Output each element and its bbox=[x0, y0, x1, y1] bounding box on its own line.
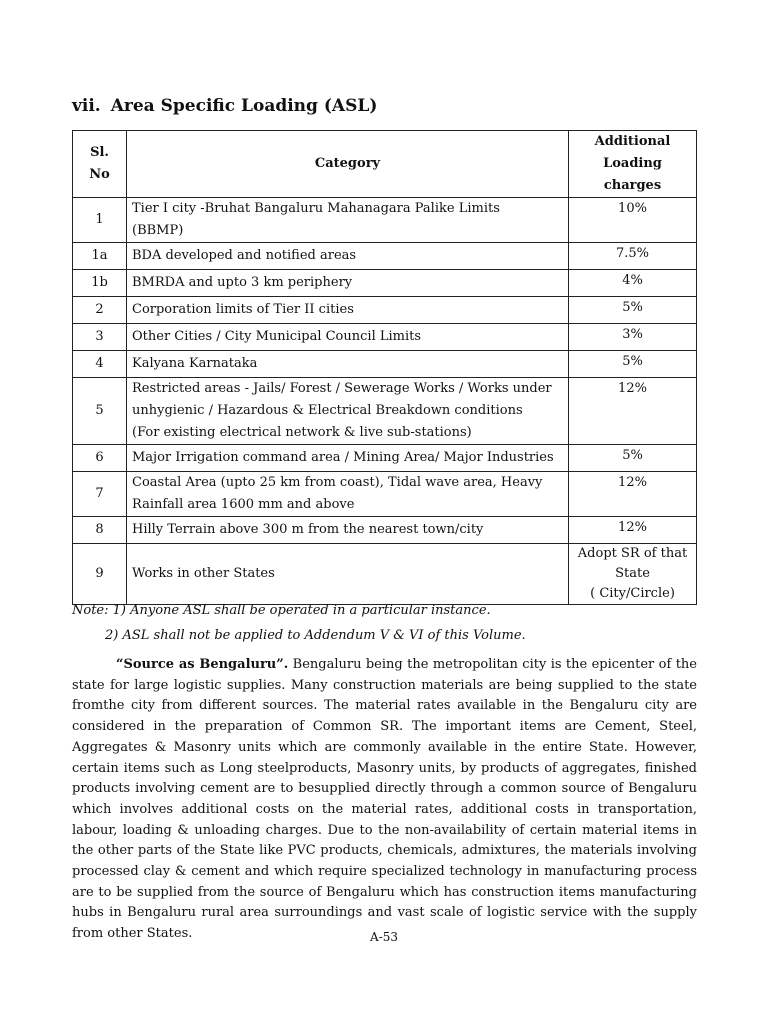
table-row bbox=[73, 544, 697, 605]
table-row bbox=[73, 198, 697, 243]
charge-line: ( City/Circle) bbox=[590, 586, 675, 601]
cell-category bbox=[127, 351, 569, 378]
category-line: Coastal Area (upto 25 km from coast), Tidal wave area, Heavy bbox=[132, 475, 543, 490]
cell-sl-no: 8 bbox=[73, 517, 127, 544]
category-line: Hilly Terrain above 300 m from the nearest town/city bbox=[132, 522, 484, 537]
cell-category bbox=[127, 270, 569, 297]
paragraph-body: Bengaluru being the metropolitan city is the epicenter of the state for large logistic supplies. Many construction materials are being supplied to the state fromthe city from different sources. The material rates available in the Bengaluru city are considered in the preparation of Common SR. The important items are Cement, Steel, Aggregates & Masonry units which are commonly available in the entire State. However, certain items such as Long steelproducts, Masonry units, by products of aggregates, finished products involving cement are to besupplied directly through a common source of Bengaluru which involves additional costs on the material rates, additional costs in transportation, labour, loading & unloading charges. Due to the non-availability of certain material items in the other parts of the State like PVC products, chemicals, admixtures, the materials involving processed clay & cement and which require specialized technology in manufacturing process are to be supplied from the source of Bengaluru which has construction items manufacturing hubs in Bengaluru rural area surroundings and vast scale of logistic service with the supply from other States. bbox=[72, 657, 697, 942]
note-line-1: Note: 1) Anyone ASL shall be operated in a particular instance. bbox=[72, 603, 491, 618]
table-row bbox=[73, 324, 697, 351]
table-row bbox=[73, 517, 697, 544]
header-sl-no: Sl. No bbox=[73, 131, 127, 198]
charge-line: 5% bbox=[622, 448, 643, 463]
cell-category bbox=[127, 243, 569, 270]
cell-sl-no: 3 bbox=[73, 324, 127, 351]
category-line: BDA developed and notified areas bbox=[132, 248, 357, 263]
table-row bbox=[73, 297, 697, 324]
cell-category bbox=[127, 324, 569, 351]
paragraph-lead: “Source as Bengaluru”. bbox=[116, 657, 289, 672]
table-row bbox=[73, 243, 697, 270]
cell-charge bbox=[569, 378, 697, 445]
header-category: Category bbox=[127, 131, 569, 198]
cell-charge bbox=[569, 472, 697, 517]
charge-line: 12% bbox=[618, 381, 647, 396]
cell-sl-no: 2 bbox=[73, 297, 127, 324]
category-line: Rainfall area 1600 mm and above bbox=[132, 497, 355, 512]
cell-sl-no: 5 bbox=[73, 378, 127, 445]
charge-line: 12% bbox=[618, 475, 647, 490]
category-line: (For existing electrical network & live sub-stations) bbox=[132, 425, 472, 440]
category-line: Corporation limits of Tier II cities bbox=[132, 302, 354, 317]
cell-category bbox=[127, 445, 569, 472]
cell-charge bbox=[569, 243, 697, 270]
charge-line: Adopt SR of that bbox=[577, 546, 688, 561]
cell-charge bbox=[569, 351, 697, 378]
cell-sl-no: 1b bbox=[73, 270, 127, 297]
cell-charge bbox=[569, 544, 697, 605]
section-heading bbox=[72, 96, 377, 116]
category-line: unhygienic / Hazardous & Electrical Breakdown conditions bbox=[132, 403, 523, 418]
cell-category bbox=[127, 297, 569, 324]
cell-charge bbox=[569, 198, 697, 243]
cell-sl-no: 1a bbox=[73, 243, 127, 270]
category-line: Other Cities / City Municipal Council Limits bbox=[132, 329, 422, 344]
header-charges-line2: Loading charges bbox=[603, 156, 662, 193]
charge-line: 7.5% bbox=[615, 246, 650, 261]
asl-table bbox=[72, 130, 697, 605]
table-row bbox=[73, 351, 697, 378]
cell-sl-no: 7 bbox=[73, 472, 127, 517]
charge-line: 3% bbox=[622, 327, 643, 342]
table-row bbox=[73, 445, 697, 472]
cell-charge bbox=[569, 445, 697, 472]
cell-category bbox=[127, 378, 569, 445]
section-title: Area Specific Loading (ASL) bbox=[110, 96, 378, 116]
cell-charge bbox=[569, 297, 697, 324]
category-line: Works in other States bbox=[132, 566, 275, 581]
cell-sl-no: 1 bbox=[73, 198, 127, 243]
cell-sl-no: 6 bbox=[73, 445, 127, 472]
header-charges-line1: Additional bbox=[594, 134, 671, 149]
charge-line: 5% bbox=[622, 354, 643, 369]
cell-category bbox=[127, 517, 569, 544]
source-paragraph bbox=[72, 655, 697, 945]
category-line: BMRDA and upto 3 km periphery bbox=[132, 275, 353, 290]
table-row bbox=[73, 270, 697, 297]
charge-line: State bbox=[615, 566, 650, 581]
cell-category bbox=[127, 544, 569, 605]
section-number: vii. bbox=[72, 96, 101, 116]
cell-charge bbox=[569, 270, 697, 297]
category-line: Kalyana Karnataka bbox=[132, 356, 258, 371]
cell-category bbox=[127, 198, 569, 243]
charge-line: 5% bbox=[622, 300, 643, 315]
table-header-row bbox=[73, 131, 697, 198]
cell-sl-no: 9 bbox=[73, 544, 127, 605]
charge-line: 4% bbox=[622, 273, 643, 288]
charge-line: 10% bbox=[618, 201, 647, 216]
cell-charge bbox=[569, 517, 697, 544]
category-line: Major Irrigation command area / Mining Area/ Major Industries bbox=[132, 450, 554, 465]
notes bbox=[72, 598, 526, 648]
table-row bbox=[73, 378, 697, 445]
category-line: Tier I city -Bruhat Bangaluru Mahanagara Palike Limits bbox=[132, 201, 500, 216]
category-line: Restricted areas - Jails/ Forest / Sewerage Works / Works under bbox=[132, 381, 552, 396]
cell-category bbox=[127, 472, 569, 517]
charge-line: 12% bbox=[618, 520, 647, 535]
note-line-2: 2) ASL shall not be applied to Addendum V & VI of this Volume. bbox=[105, 628, 526, 643]
header-charges bbox=[569, 131, 697, 198]
category-line: (BBMP) bbox=[132, 223, 184, 238]
page-number: A-53 bbox=[370, 930, 398, 944]
cell-sl-no: 4 bbox=[73, 351, 127, 378]
table-row bbox=[73, 472, 697, 517]
table-body bbox=[73, 198, 697, 605]
cell-charge bbox=[569, 324, 697, 351]
